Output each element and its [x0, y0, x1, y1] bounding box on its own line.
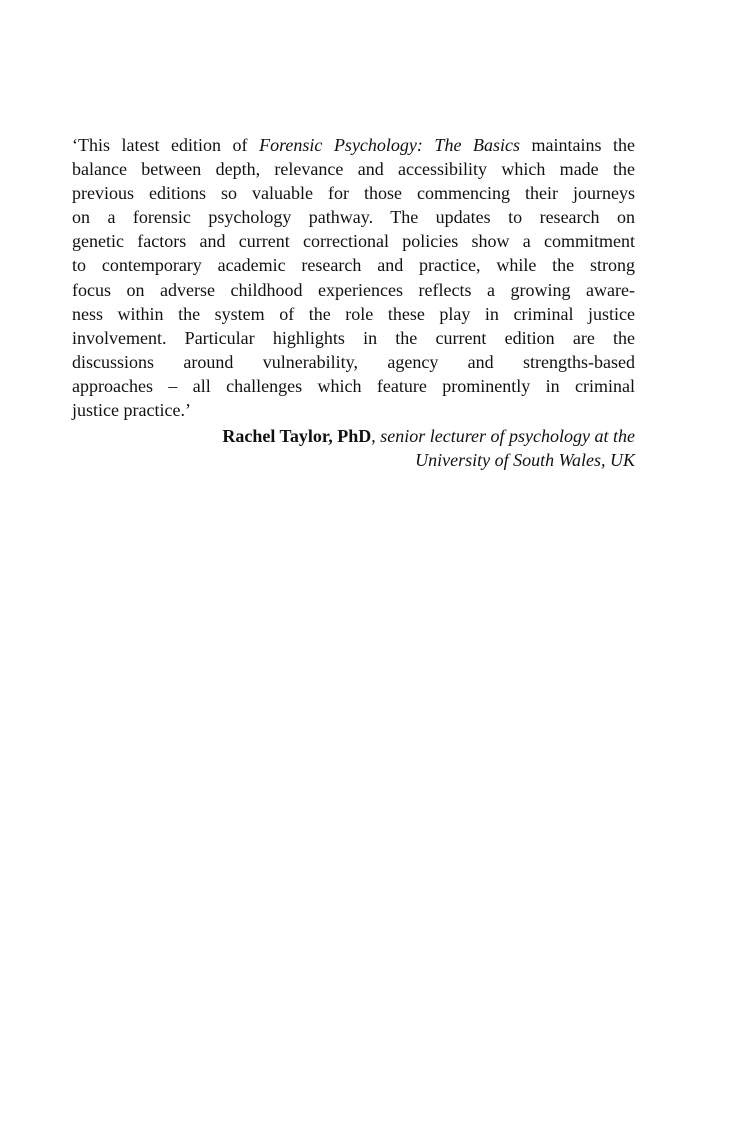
- quote-line-5: genetic factors and current correctional policies show a commitment: [72, 231, 635, 252]
- endorsement-quote: [72, 133, 635, 422]
- quote-line-11: approaches – all challenges which feature prominently in criminal: [72, 375, 635, 396]
- quote-line-6: to contemporary academic research and practice, while the strong: [72, 255, 635, 276]
- quote-line-10: discussions around vulnerability, agency and strengths-based: [72, 351, 635, 372]
- endorser-name: Rachel Taylor, PhD: [222, 426, 372, 446]
- quote-text: maintains the: [519, 135, 636, 155]
- quote-line-4: on a forensic psychology pathway. The updates to research on: [72, 207, 635, 228]
- quote-line-3: previous editions so valuable for those commencing their journeys: [72, 183, 635, 204]
- endorser-role: senior lecturer of psychology at the: [380, 426, 635, 446]
- quote-line-9: involvement. Particular highlights in the current edition are the: [72, 327, 635, 348]
- endorser-affiliation: University of South Wales, UK: [415, 450, 635, 471]
- endorsement-attribution: [72, 424, 635, 472]
- quote-line-1: [72, 133, 635, 157]
- quote-line-7: focus on adverse childhood experiences reflects a growing aware-: [72, 279, 635, 300]
- quote-line-2: balance between depth, relevance and accessibility which made the: [72, 159, 635, 180]
- book-title: Forensic Psychology: The Basics: [259, 135, 520, 155]
- quote-line-12: justice practice.’: [72, 400, 191, 421]
- quote-line-8: ness within the system of the role these play in criminal justice: [72, 303, 635, 324]
- quote-text: ‘This latest edition of: [72, 135, 260, 155]
- attribution-separator: ,: [371, 426, 381, 446]
